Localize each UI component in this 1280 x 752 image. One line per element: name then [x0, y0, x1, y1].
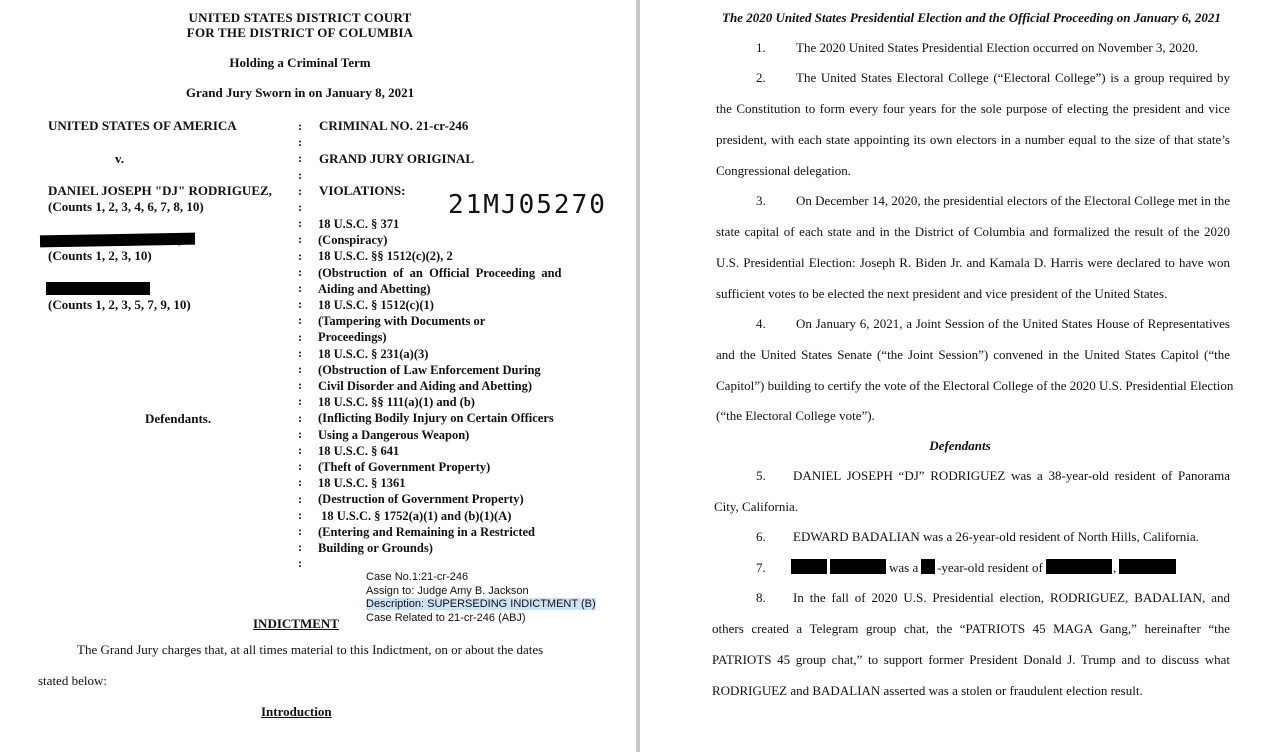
- redaction-age: [921, 559, 935, 574]
- criminal-term: Holding a Criminal Term: [229, 55, 371, 70]
- paragraph-6-number: 6.: [756, 529, 766, 544]
- paragraph-2-line: the Constitution to form every four years for the sole purpose of electing the president and vice: [716, 101, 1230, 116]
- violation-line: (Tampering with Documents or: [318, 314, 486, 329]
- case-description-text: Description: SUPERSEDING INDICTMENT (B): [366, 598, 596, 610]
- defendant3-counts: (Counts 1, 2, 3, 5, 7, 9, 10): [48, 297, 191, 312]
- violation-line: 18 U.S.C. §§ 111(a)(1) and (b): [318, 395, 475, 410]
- paragraph-7-text-c: ,: [1113, 560, 1117, 575]
- court-name-line1: UNITED STATES DISTRICT COURT: [188, 10, 412, 25]
- defendant1-name: DANIEL JOSEPH "DJ" RODRIGUEZ,: [48, 183, 272, 198]
- court-name-line2: FOR THE DISTRICT OF COLUMBIA: [186, 25, 414, 40]
- violation-line: (Destruction of Government Property): [318, 492, 524, 507]
- paragraph-1-line: The 2020 United States Presidential Election occurred on November 3, 2020.: [796, 40, 1199, 55]
- paragraph-5-line: DANIEL JOSEPH “DJ” RODRIGUEZ was a 38-year-old resident of Panorama: [793, 468, 1230, 483]
- paragraph-8-line: PATRIOTS 45 group chat,” to support former President Donald J. Trump and to discuss what: [712, 652, 1230, 667]
- versus: v.: [115, 151, 125, 166]
- section-title: The 2020 United States Presidential Election and the Official Proceeding on January 6, 2021: [722, 10, 1221, 25]
- violation-line: Proceedings): [318, 330, 387, 345]
- violation-line: Aiding and Abetting): [318, 281, 431, 296]
- defendants-heading: Defendants: [929, 438, 991, 453]
- violation-line: 18 U.S.C. §§ 1512(c)(2), 2: [318, 249, 453, 264]
- violation-line: (Entering and Remaining in a Restricted: [318, 524, 536, 539]
- paragraph-2-line: The United States Electoral College (“Electoral College”) is a group required by: [796, 70, 1230, 85]
- indictment-heading: INDICTMENT: [253, 616, 339, 631]
- paragraph-3-line: sufficient votes to be elected the next president and vice president of the United States.: [716, 286, 1168, 301]
- grand-jury-sworn: Grand Jury Sworn in on January 8, 2021: [185, 85, 415, 100]
- defendants-label: Defendants.: [145, 411, 212, 426]
- paragraph-5-line: City, California.: [714, 499, 799, 514]
- violation-line: 18 U.S.C. § 641: [318, 443, 400, 458]
- violation-line: 18 U.S.C. § 1512(c)(1): [318, 298, 434, 313]
- violation-line: 18 U.S.C. § 231(a)(3): [318, 346, 429, 361]
- paragraph-4-line: Capitol”) building to certify the vote of the Electoral College of the 2020 U.S. Presidential Election: [716, 378, 1234, 393]
- paragraph-4-line: and the United States Senate (“the Joint Session”) convened in the United States Capitol (“the: [716, 347, 1230, 362]
- paragraph-5-number: 5.: [756, 468, 766, 483]
- redaction-defendant3: [46, 282, 150, 295]
- charges-paragraph-line2: stated below:: [38, 673, 107, 688]
- violation-line: Civil Disorder and Aiding and Abetting): [318, 379, 533, 394]
- paragraph-7-text-b: -year-old resident of: [937, 560, 1043, 575]
- paragraph-6-line: EDWARD BADALIAN was a 26-year-old resident of North Hills, California.: [793, 529, 1199, 544]
- violation-line: (Conspiracy): [318, 233, 388, 248]
- redaction-state: [1119, 559, 1176, 574]
- indictment-page-2: [640, 0, 1280, 752]
- paragraph-4-line: On January 6, 2021, a Joint Session of the United States House of Representatives: [796, 316, 1230, 331]
- violation-line: (Theft of Government Property): [318, 460, 491, 475]
- violation-line: 18 U.S.C. § 371: [318, 217, 400, 231]
- case-stamp: 21MJ05270: [448, 190, 607, 220]
- paragraph-2-line: president, with each state appointing its own electors in a number equal to the size of that state’s: [716, 132, 1230, 147]
- indictment-cover-page: [0, 0, 636, 752]
- paragraph-8-line: In the fall of 2020 U.S. Presidential election, RODRIGUEZ, BADALIAN, and: [793, 590, 1230, 605]
- defendant1-counts: (Counts 1, 2, 3, 4, 6, 7, 8, 10): [48, 199, 204, 214]
- violation-line: (Obstruction of Law Enforcement During: [318, 362, 541, 377]
- violation-line: (Obstruction of an Official Proceeding and: [318, 265, 562, 280]
- violations-label: VIOLATIONS:: [319, 183, 406, 198]
- violation-line: (Inflicting Bodily Injury on Certain Officers: [318, 411, 554, 426]
- introduction-heading: Introduction: [261, 704, 332, 719]
- case-number: Case No.1:21-cr-246: [366, 571, 469, 583]
- case-description: [366, 598, 596, 612]
- charges-paragraph-line1: The Grand Jury charges that, at all times material to this Indictment, on or about the dates: [77, 642, 544, 657]
- redaction-name-last: [830, 559, 886, 574]
- defendant2-counts: (Counts 1, 2, 3, 10): [48, 248, 152, 263]
- paragraph-4-number: 4.: [756, 316, 766, 331]
- paragraph-8-line: others created a Telegram group chat, the “PATRIOTS 45 MAGA Gang,” hereinafter “the: [712, 621, 1230, 636]
- grand-jury-original: GRAND JURY ORIGINAL: [319, 151, 475, 166]
- paragraph-3-line: state capital of each state and in the District of Columbia and formalized the result of the 2020: [716, 224, 1230, 239]
- paragraph-3-line: U.S. Presidential Election: Joseph R. Biden Jr. and Kamala D. Harris were declared to have won: [716, 255, 1230, 270]
- case-info-box: [366, 571, 596, 625]
- paragraph-4-line: (“the Electoral College vote”).: [716, 408, 875, 423]
- violation-line: Building or Grounds): [318, 541, 433, 556]
- paragraph-3-line: On December 14, 2020, the presidential electors of the Electoral College met in the: [796, 193, 1230, 208]
- paragraph-8-line: RODRIGUEZ and BADALIAN asserted was a stolen or fraudulent election result.: [712, 683, 1143, 698]
- paragraph-7-text-a: was a: [889, 560, 919, 575]
- caption-colon-column: : : : : : : : : : : : : : : : : : : : : : : : : : : : :: [298, 119, 302, 571]
- criminal-number: CRIMINAL NO. 21-cr-246: [319, 118, 469, 133]
- paragraph-3-number: 3.: [756, 193, 766, 208]
- paragraph-2-number: 2.: [756, 70, 766, 85]
- paragraph-8-number: 8.: [756, 590, 766, 605]
- paragraph-7-number: 7.: [756, 560, 766, 575]
- violation-line: Using a Dangerous Weapon): [318, 427, 470, 442]
- paragraph-2-line: Congressional delegation.: [716, 163, 852, 178]
- violation-line: 18 U.S.C. § 1752(a)(1) and (b)(1)(A): [318, 508, 512, 523]
- case-assignment: Assign to: Judge Amy B. Jackson: [366, 584, 529, 597]
- redaction-city: [1046, 559, 1112, 574]
- violation-line: 18 U.S.C. § 1361: [318, 476, 406, 491]
- paragraph-1-number: 1.: [756, 40, 766, 55]
- plaintiff-name: UNITED STATES OF AMERICA: [48, 118, 237, 133]
- case-related: Case Related to 21-cr-246 (ABJ): [366, 611, 526, 624]
- violations-list: [318, 216, 578, 556]
- redaction-name-first: [791, 559, 827, 574]
